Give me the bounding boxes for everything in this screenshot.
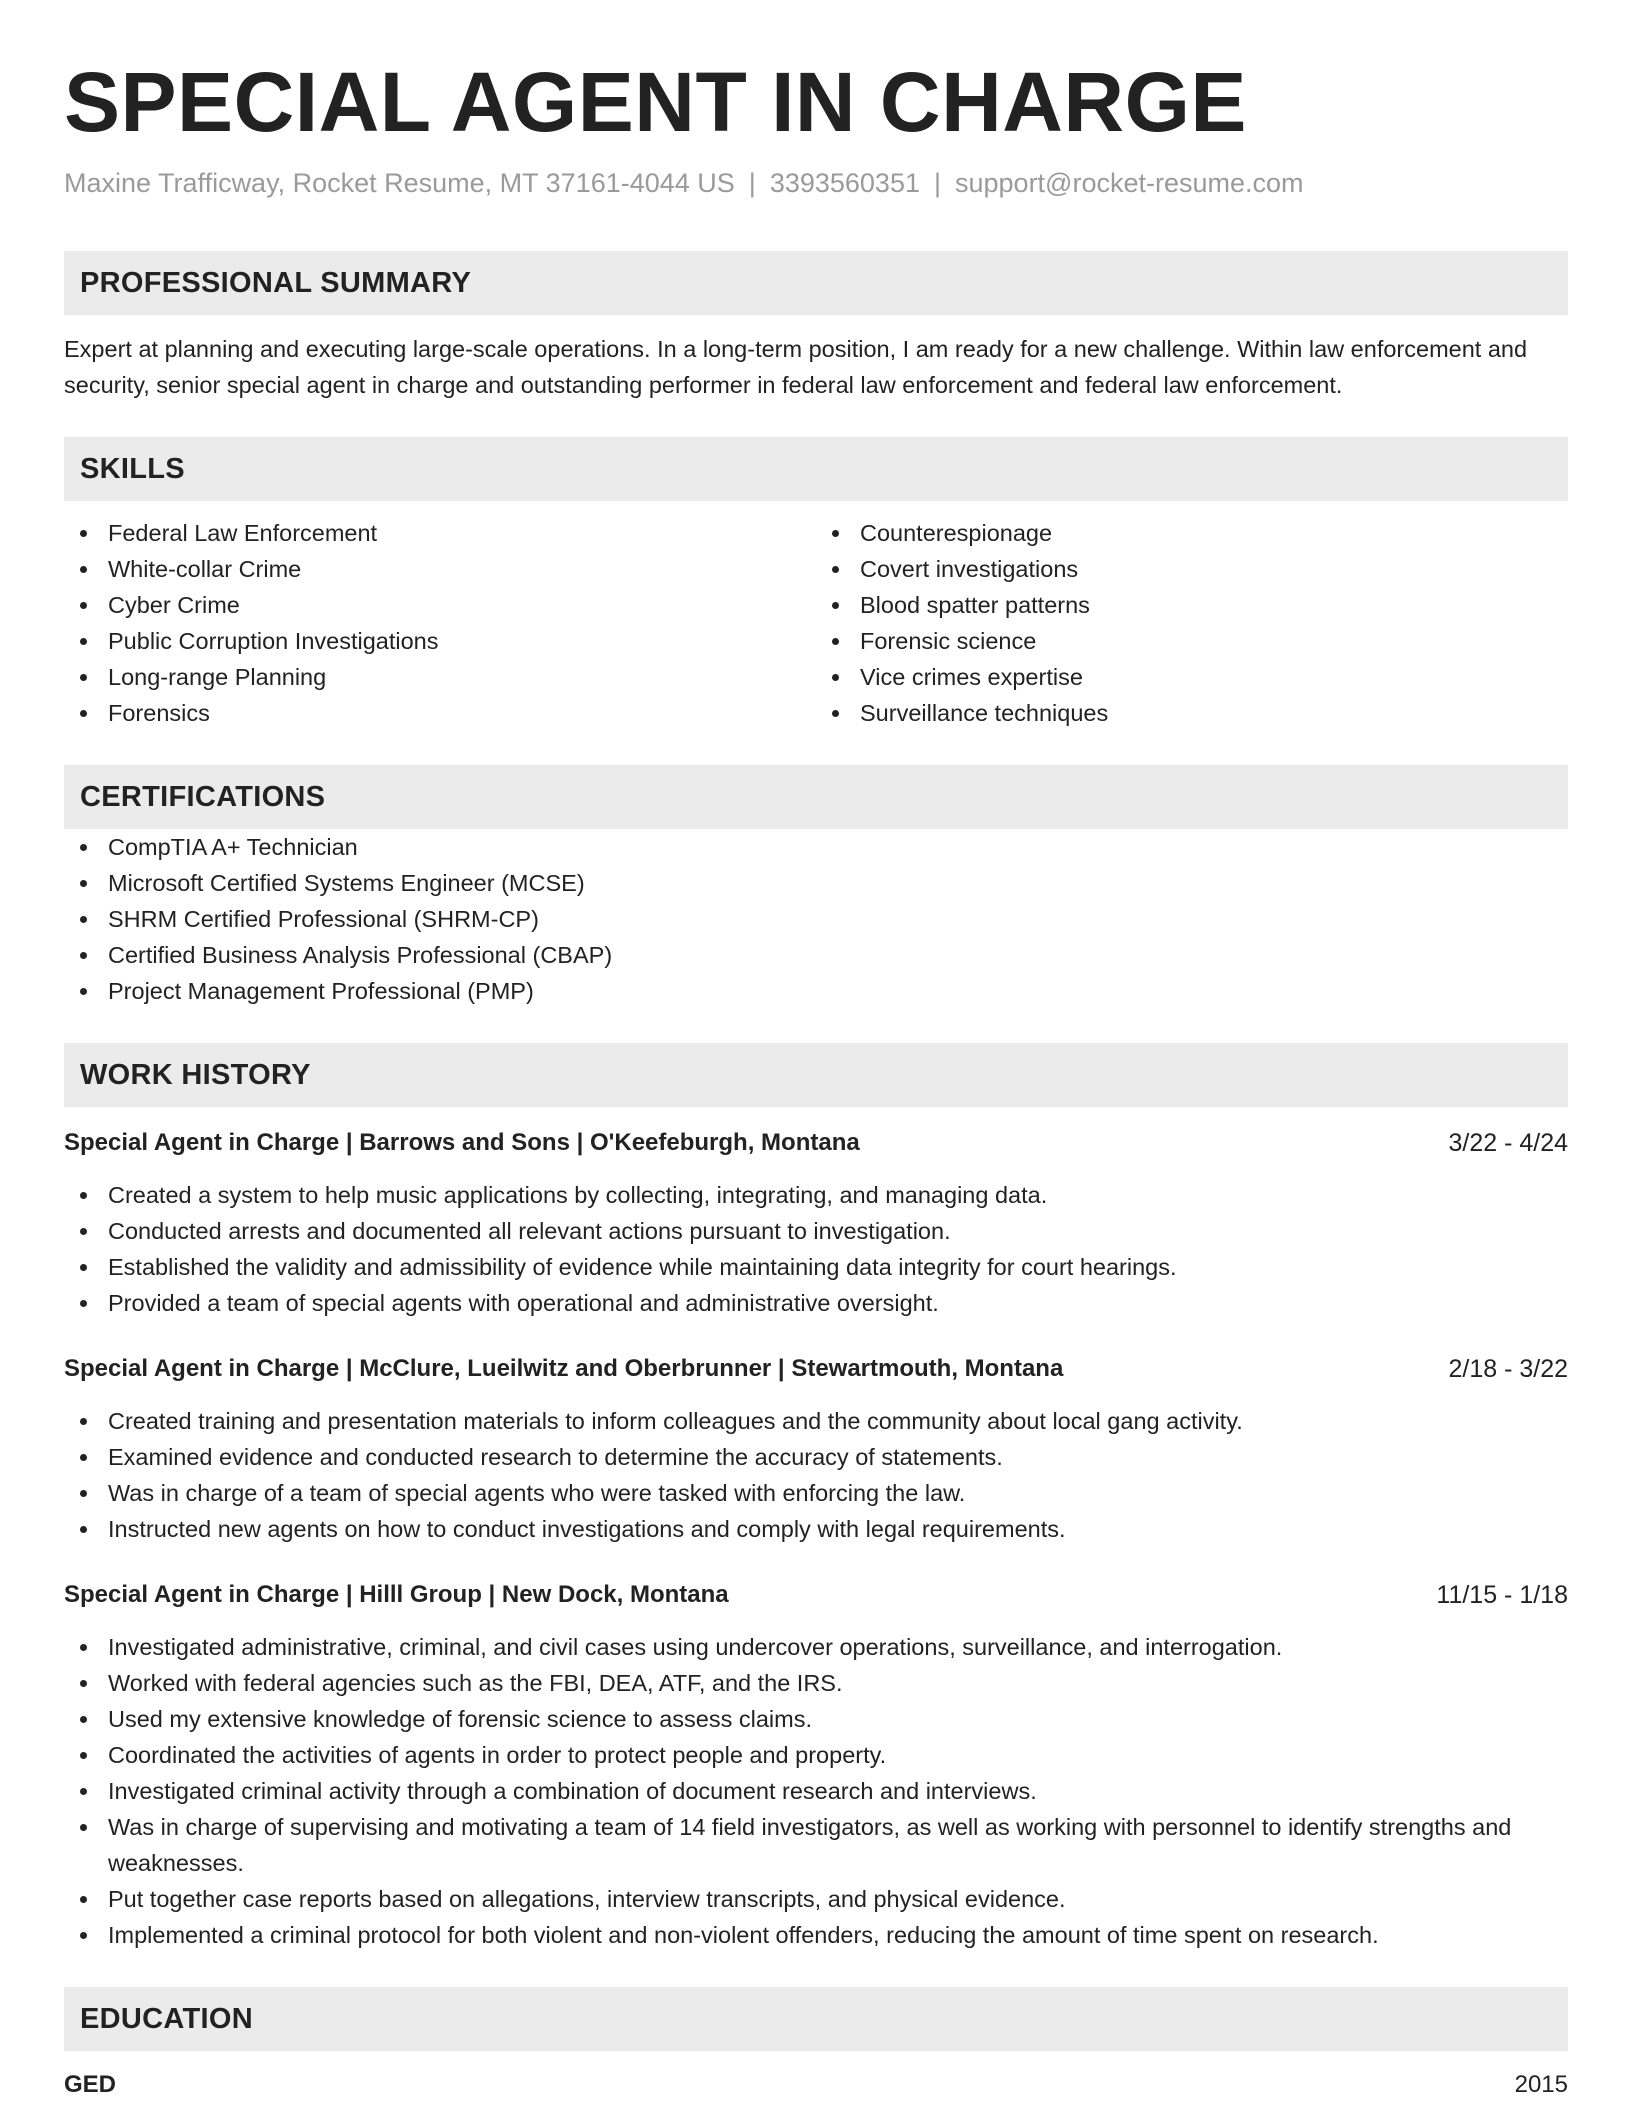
education-entry xyxy=(64,2067,1568,2103)
skills-grid xyxy=(64,515,1568,731)
job-bullet: Was in charge of a team of special agents who were tasked with enforcing the law. xyxy=(64,1475,1568,1511)
certifications-list xyxy=(64,829,1568,1009)
candidate-title: SPECIAL AGENT IN CHARGE xyxy=(64,55,1247,149)
job-header xyxy=(64,1351,1568,1387)
job-heading: Special Agent in Charge | Hilll Group | New Dock, Montana xyxy=(64,1581,729,1609)
job-bullet: Instructed new agents on how to conduct investigations and comply with legal requirements. xyxy=(64,1511,1568,1547)
contact-email: support@rocket-resume.com xyxy=(955,168,1304,199)
skills-left-column xyxy=(64,515,816,731)
education-degree: GED xyxy=(64,2071,117,2099)
job-dates: 11/15 - 1/18 xyxy=(1436,1581,1568,1610)
skill-item: Forensic science xyxy=(816,623,1568,659)
contact-address: Maxine Trafficway, Rocket Resume, MT 37161-4044 US xyxy=(64,168,735,199)
section-header-work-history: WORK HISTORY xyxy=(64,1043,1568,1107)
skill-item: Long-range Planning xyxy=(64,659,816,695)
job-bullet: Implemented a criminal protocol for both violent and non-violent offenders, reducing the amount of time spent on research. xyxy=(64,1917,1568,1953)
job-bullets xyxy=(64,1403,1568,1547)
job-bullet: Used my extensive knowledge of forensic science to assess claims. xyxy=(64,1701,1568,1737)
certification-item: Project Management Professional (PMP) xyxy=(64,973,1568,1009)
skill-item: Federal Law Enforcement xyxy=(64,515,816,551)
summary-text: Expert at planning and executing large-scale operations. In a long-term position, I am ready for a new challenge. Within law enforcement and security, senior special agent in charge and outstanding performer in federal law enforcement and federal law enforcement. xyxy=(64,336,1528,399)
skill-item: Blood spatter patterns xyxy=(816,587,1568,623)
skills-right-column xyxy=(816,515,1568,731)
job-entry xyxy=(64,1577,1568,1953)
skill-item: Counterespionage xyxy=(816,515,1568,551)
section-header-summary: PROFESSIONAL SUMMARY xyxy=(64,251,1568,315)
job-bullet: Investigated administrative, criminal, and civil cases using undercover operations, surveillance, and interrogation. xyxy=(64,1629,1568,1665)
job-bullets xyxy=(64,1177,1568,1321)
job-bullet: Established the validity and admissibility of evidence while maintaining data integrity for court hearings. xyxy=(64,1249,1568,1285)
certification-item: Microsoft Certified Systems Engineer (MCSE) xyxy=(64,865,1568,901)
skill-item: Public Corruption Investigations xyxy=(64,623,816,659)
skill-item: White-collar Crime xyxy=(64,551,816,587)
certification-item: CompTIA A+ Technician xyxy=(64,829,1568,865)
job-bullet: Investigated criminal activity through a combination of document research and interviews. xyxy=(64,1773,1568,1809)
job-heading: Special Agent in Charge | Barrows and Sons | O'Keefeburgh, Montana xyxy=(64,1129,860,1157)
skill-item: Vice crimes expertise xyxy=(816,659,1568,695)
job-bullet: Coordinated the activities of agents in order to protect people and property. xyxy=(64,1737,1568,1773)
job-header xyxy=(64,1125,1568,1161)
job-bullet: Was in charge of supervising and motivating a team of 14 field investigators, as well as working with personnel to identify strengths and weaknesses. xyxy=(64,1809,1568,1881)
job-heading: Special Agent in Charge | McClure, Lueilwitz and Oberbrunner | Stewartmouth, Montana xyxy=(64,1355,1064,1383)
job-bullet: Created a system to help music applications by collecting, integrating, and managing data. xyxy=(64,1177,1568,1213)
job-bullet: Conducted arrests and documented all relevant actions pursuant to investigation. xyxy=(64,1213,1568,1249)
job-bullet: Provided a team of special agents with operational and administrative oversight. xyxy=(64,1285,1568,1321)
section-header-education: EDUCATION xyxy=(64,1987,1568,2051)
job-dates: 2/18 - 3/22 xyxy=(1448,1355,1568,1384)
job-dates: 3/22 - 4/24 xyxy=(1448,1129,1568,1158)
job-bullet: Put together case reports based on allegations, interview transcripts, and physical evidence. xyxy=(64,1881,1568,1917)
skill-item: Surveillance techniques xyxy=(816,695,1568,731)
section-header-skills: SKILLS xyxy=(64,437,1568,501)
skill-item: Forensics xyxy=(64,695,816,731)
contact-line xyxy=(64,166,1568,201)
skill-item: Cyber Crime xyxy=(64,587,816,623)
job-bullets xyxy=(64,1629,1568,1953)
skill-item: Covert investigations xyxy=(816,551,1568,587)
job-bullet: Created training and presentation materials to inform colleagues and the community about local gang activity. xyxy=(64,1403,1568,1439)
job-header xyxy=(64,1577,1568,1613)
certification-item: Certified Business Analysis Professional (CBAP) xyxy=(64,937,1568,973)
certification-item: SHRM Certified Professional (SHRM-CP) xyxy=(64,901,1568,937)
job-bullet: Examined evidence and conducted research to determine the accuracy of statements. xyxy=(64,1439,1568,1475)
job-entry xyxy=(64,1125,1568,1321)
contact-phone: 3393560351 xyxy=(769,168,920,199)
section-header-certifications: CERTIFICATIONS xyxy=(64,765,1568,829)
contact-separator: | xyxy=(933,168,941,199)
job-entry xyxy=(64,1351,1568,1547)
education-year: 2015 xyxy=(1514,2071,1568,2099)
contact-separator: | xyxy=(748,168,756,199)
job-bullet: Worked with federal agencies such as the FBI, DEA, ATF, and the IRS. xyxy=(64,1665,1568,1701)
